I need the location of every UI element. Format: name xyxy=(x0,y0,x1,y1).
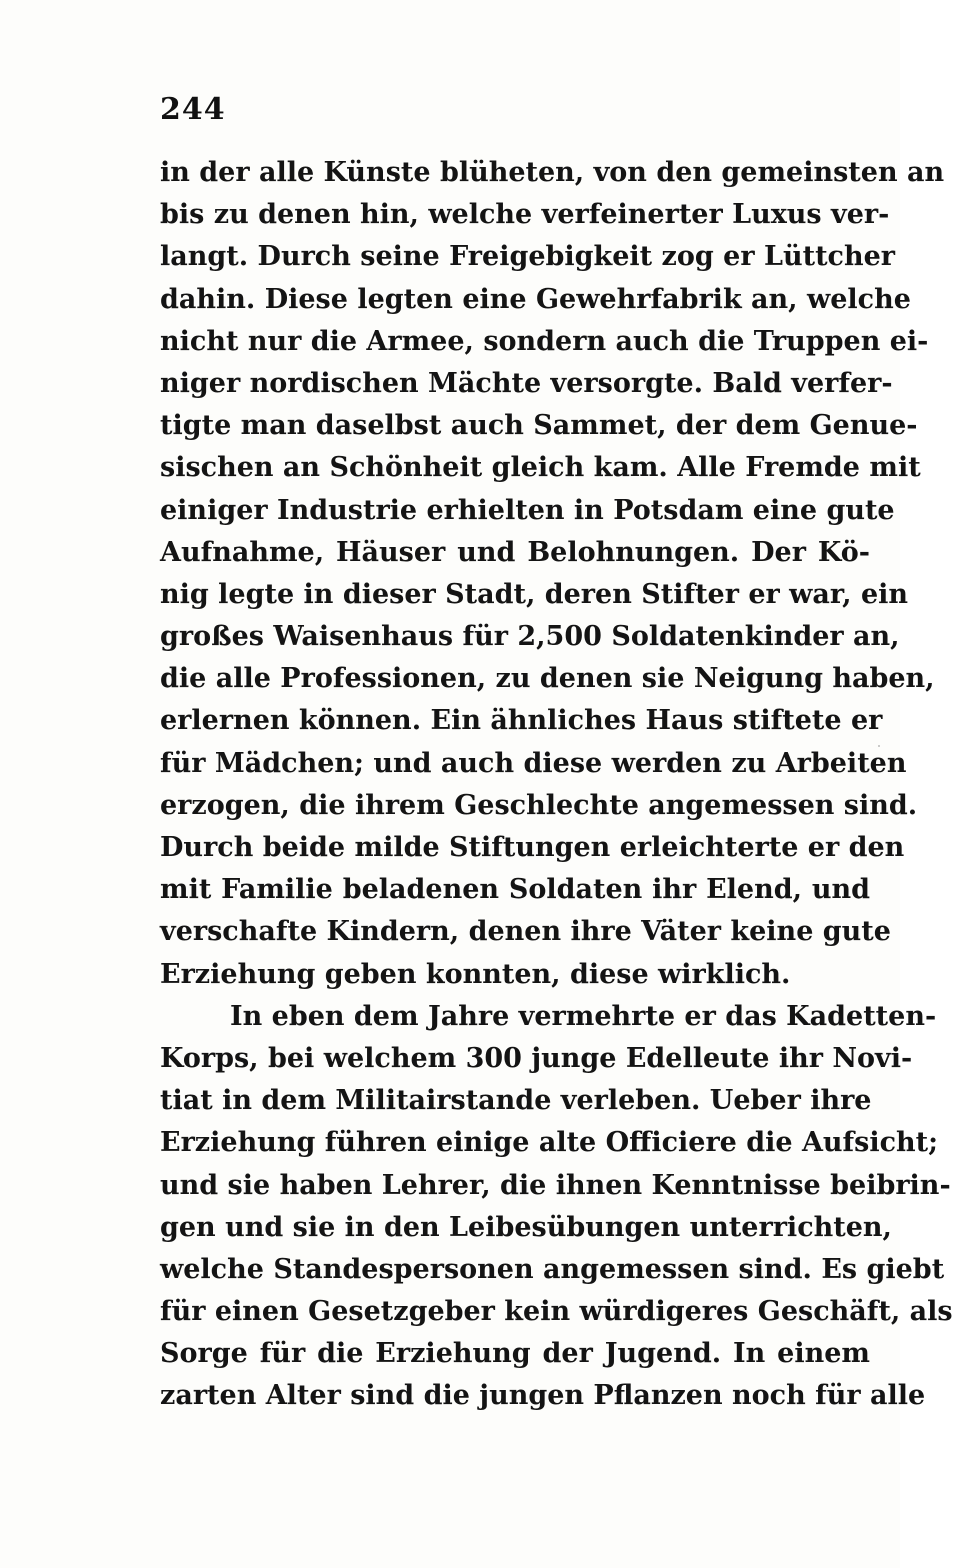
body-text xyxy=(160,152,953,1418)
page-number: 244 xyxy=(160,92,226,127)
text-line: gen und sie in den Leibesübungen unterrichten, xyxy=(160,1211,892,1243)
text-line: nicht nur die Armee, sondern auch die Truppen ei- xyxy=(160,325,929,357)
text-line: mit Familie beladenen Soldaten ihr Elend, und xyxy=(160,874,870,906)
text-line-paragraph-end: Erziehung geben konnten, diese wirklich. xyxy=(160,958,791,990)
text-line: Erziehung führen einige alte Officiere die Aufsicht; xyxy=(160,1127,939,1159)
text-line: tigte man daselbst auch Sammet, der dem Genue- xyxy=(160,410,918,442)
text-line: bis zu denen hin, welche verfeinerter Luxus ver- xyxy=(160,199,890,231)
text-line: erzogen, die ihrem Geschlechte angemessen sind. xyxy=(160,789,918,821)
text-line: welche Standespersonen angemessen sind. Es giebt xyxy=(160,1253,945,1285)
text-line: einiger Industrie erhielten in Potsdam eine gute xyxy=(160,494,895,526)
text-line: niger nordischen Mächte versorgte. Bald verfer- xyxy=(160,367,893,399)
text-line: in der alle Künste blüheten, von den gemeinsten an xyxy=(160,157,945,188)
text-line-paragraph-start: In eben dem Jahre vermehrte er das Kadetten- xyxy=(230,1000,937,1032)
text-line: zarten Alter sind die jungen Pflanzen noch für alle xyxy=(160,1380,926,1412)
text-line: großes Waisenhaus für 2,500 Soldatenkinder an, xyxy=(160,621,900,653)
text-line: nig legte in dieser Stadt, deren Stifter er war, ein xyxy=(160,578,909,610)
paper-speck xyxy=(878,745,880,747)
text-line: dahin. Diese legten eine Gewehrfabrik an, welche xyxy=(160,283,911,315)
text-line: Sorge für die Erziehung der Jugend. In einem xyxy=(160,1338,870,1370)
text-line: und sie haben Lehrer, die ihnen Kenntnisse beibrin- xyxy=(160,1169,951,1201)
text-line: für Mädchen; und auch diese werden zu Arbeiten xyxy=(160,747,907,779)
text-line: Korps, bei welchem 300 junge Edelleute ihr Novi- xyxy=(160,1042,913,1074)
text-line: tiat in dem Militairstande verleben. Ueber ihre xyxy=(160,1085,872,1117)
text-line: für einen Gesetzgeber kein würdigeres Geschäft, als xyxy=(160,1296,953,1328)
text-line: verschafte Kindern, denen ihre Väter keine gute xyxy=(160,916,891,948)
text-line: Durch beide milde Stiftungen erleichterte er den xyxy=(160,832,905,863)
text-line: langt. Durch seine Freigebigkeit zog er Lüttcher xyxy=(160,241,896,273)
text-line: sischen an Schönheit gleich kam. Alle Fremde mit xyxy=(160,452,921,484)
text-line: erlernen können. Ein ähnliches Haus stiftete er xyxy=(160,705,883,737)
text-line: Aufnahme, Häuser und Belohnungen. Der Kö- xyxy=(160,536,870,568)
text-line: die alle Professionen, zu denen sie Neigung haben, xyxy=(160,663,935,695)
